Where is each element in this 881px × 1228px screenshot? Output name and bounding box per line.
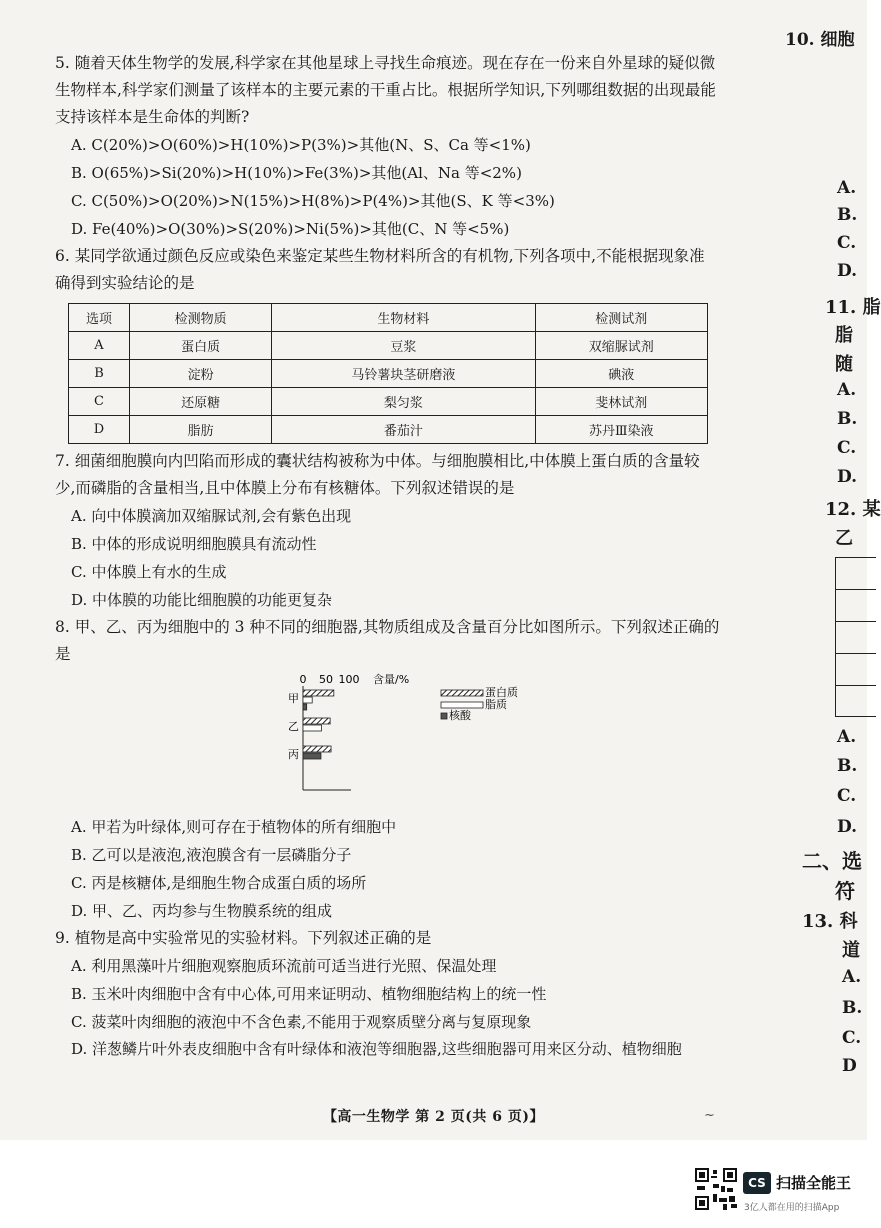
right-column-fragment — [785, 25, 881, 1115]
question-6-table — [68, 303, 708, 444]
q13-option-b: B. — [842, 998, 863, 1018]
question-12-fragment: 12. 某 — [825, 499, 881, 520]
table-cell: 梨匀浆 — [272, 388, 535, 416]
section-2-line-2: 符 — [835, 879, 855, 903]
bar-chart-svg — [283, 672, 518, 802]
table-cell: 淀粉 — [130, 360, 272, 388]
bar-蛋白质 — [303, 746, 331, 752]
q12-option-d: D. — [837, 817, 858, 837]
q10-option-a: A. — [837, 178, 857, 198]
q11-option-a: A. — [837, 380, 857, 400]
table-cell: 马铃薯块茎研磨液 — [272, 360, 535, 388]
table-header: 选项 — [69, 304, 130, 332]
bar-核酸 — [303, 704, 307, 710]
question-13-fragment: 13. 科 — [802, 911, 858, 932]
q13-option-a: A. — [842, 967, 862, 987]
table-cell: 双缩脲试剂 — [535, 332, 707, 360]
table-cell: 斐林试剂 — [535, 388, 707, 416]
section-2-fragment: 二、选 — [802, 849, 862, 873]
table-header: 检测物质 — [130, 304, 272, 332]
question-5-option-d: D. Fe(40%)>O(30%)>S(20%)>Ni(5%)>其他(C、N 等<5%) — [71, 220, 510, 238]
q12-table-fragment — [835, 557, 876, 717]
table-row — [69, 332, 708, 360]
question-5-option-b: B. O(65%)>Si(20%)>H(10%)>Fe(3%)>其他(Al、Na 等<2%) — [71, 164, 522, 182]
question-7-option-b: B. 中体的形成说明细胞膜具有流动性 — [71, 535, 317, 553]
question-9-option-a: A. 利用黑藻叶片细胞观察胞质环流前可适当进行光照、保温处理 — [71, 957, 497, 975]
q12-line-2: 乙 — [835, 528, 853, 549]
q12-option-a: A. — [837, 727, 857, 747]
bar-蛋白质 — [303, 718, 330, 724]
qr-code-icon — [695, 1168, 737, 1210]
table-header: 生物材料 — [272, 304, 535, 332]
organelle-composition-chart — [55, 672, 720, 807]
question-11-fragment: 11. 脂 — [825, 297, 881, 318]
question-10-fragment: 10. 细胞 — [785, 30, 855, 50]
table-cell: A — [69, 332, 130, 360]
question-6-stem: 6. 某同学欲通过颜色反应或染色来鉴定某些生物材料所含的有机物,下列各项中,不能根据现象准确得到实验结论的是 — [55, 247, 705, 292]
table-row — [69, 360, 708, 388]
legend-swatch — [441, 702, 483, 708]
x-tick-label: 50 — [319, 673, 333, 686]
page-footer: 【高一生物学 第 2 页(共 6 页)】 — [322, 1109, 545, 1125]
q11-option-c: C. — [837, 438, 857, 458]
question-7-option-d: D. 中体膜的功能比细胞膜的功能更复杂 — [71, 591, 333, 609]
question-7-option-a: A. 向中体膜滴加双缩脲试剂,会有紫色出现 — [71, 507, 352, 525]
table-cell: 还原糖 — [130, 388, 272, 416]
table-cell: 蛋白质 — [130, 332, 272, 360]
table-cell: 碘液 — [535, 360, 707, 388]
legend-swatch — [441, 713, 447, 719]
table-row — [69, 416, 708, 444]
bar-核酸 — [303, 753, 321, 759]
question-9-option-d: D. 洋葱鳞片叶外表皮细胞中含有叶绿体和液泡等细胞器,这些细胞器可用来区分动、植物细胞 — [71, 1040, 682, 1058]
table-cell: 番茄汁 — [272, 416, 535, 444]
table-cell: 豆浆 — [272, 332, 535, 360]
table-cell: 脂肪 — [130, 416, 272, 444]
category-label: 甲 — [288, 692, 299, 705]
scanner-app-name: 扫描全能王 — [776, 1174, 852, 1192]
question-9-option-c: C. 菠菜叶肉细胞的液泡中不含色素,不能用于观察质壁分离与复原现象 — [71, 1013, 532, 1031]
footer-mark: ~ — [704, 1108, 715, 1123]
table-header-row — [69, 304, 708, 332]
q12-option-b: B. — [837, 756, 858, 776]
question-5-stem: 5. 随着天体生物学的发展,科学家在其他星球上寻找生命痕迹。现在存在一份来自外星球的疑似微生物样本,科学家们测量了该样本的主要元素的干重占比。根据所学知识,下列哪组数据的出现最能支持该样本是生命体的判断? — [55, 54, 716, 126]
table-row — [836, 558, 876, 590]
q13-option-c: C. — [842, 1028, 862, 1048]
bar-脂质 — [303, 697, 312, 703]
table-row — [836, 622, 876, 654]
q13-line-2: 道 — [842, 940, 860, 961]
question-8-stem: 8. 甲、乙、丙为细胞中的 3 种不同的细胞器,其物质组成及含量百分比如图所示。下列叙述正确的是 — [55, 618, 720, 663]
camscanner-logo-icon: CS — [743, 1172, 771, 1194]
x-tick-label: 100 — [338, 673, 360, 686]
category-label: 丙 — [288, 748, 299, 761]
question-9-stem: 9. 植物是高中实验常见的实验材料。下列叙述正确的是 — [55, 929, 432, 947]
q10-option-c: C. — [837, 233, 857, 253]
q12-option-c: C. — [837, 786, 857, 806]
question-8-option-b: B. 乙可以是液泡,液泡膜含有一层磷脂分子 — [71, 846, 352, 864]
table-cell: 苏丹Ⅲ染液 — [535, 416, 707, 444]
q10-option-b: B. — [837, 205, 858, 225]
q11-line-3: 随 — [835, 354, 853, 375]
bar-脂质 — [303, 725, 321, 731]
question-9-option-b: B. 玉米叶肉细胞中含有中心体,可用来证明动、植物细胞结构上的统一性 — [71, 985, 547, 1003]
question-5-option-c: C. C(50%)>O(20%)>N(15%)>H(8%)>P(4%)>其他(S、K 等<3%) — [71, 192, 555, 210]
question-8-option-a: A. 甲若为叶绿体,则可存在于植物体的所有细胞中 — [71, 818, 397, 836]
table-row — [836, 590, 876, 622]
question-8-option-d: D. 甲、乙、丙均参与生物膜系统的组成 — [71, 902, 333, 920]
question-5-option-a: A. C(20%)>O(60%)>H(10%)>P(3%)>其他(N、S、Ca 等<1%) — [71, 136, 531, 154]
q11-option-b: B. — [837, 409, 858, 429]
question-8-option-c: C. 丙是核糖体,是细胞生物合成蛋白质的场所 — [71, 874, 367, 892]
legend-swatch — [441, 690, 483, 696]
question-7-stem: 7. 细菌细胞膜向内凹陷而形成的囊状结构被称为中体。与细胞膜相比,中体膜上蛋白质的含量较少,而磷脂的含量相当,且中体膜上分布有核糖体。下列叙述错误的是 — [55, 452, 700, 497]
category-label: 乙 — [288, 720, 299, 733]
table-row — [836, 686, 876, 717]
q11-option-d: D. — [837, 467, 858, 487]
left-column — [55, 50, 720, 1062]
legend-label: 脂质 — [485, 698, 507, 711]
legend-label: 核酸 — [449, 709, 471, 722]
table-cell: C — [69, 388, 130, 416]
legend-label: 蛋白质 — [485, 686, 518, 699]
table-cell: B — [69, 360, 130, 388]
table-header: 检测试剂 — [535, 304, 707, 332]
table-cell: D — [69, 416, 130, 444]
q10-option-d: D. — [837, 261, 858, 281]
table-row — [69, 388, 708, 416]
scanner-app-tagline: 3亿人都在用的扫描App — [744, 1203, 840, 1213]
question-7-option-c: C. 中体膜上有水的生成 — [71, 563, 227, 581]
q11-line-2: 脂 — [835, 325, 853, 346]
bar-蛋白质 — [303, 690, 334, 696]
q13-option-d: D — [842, 1056, 857, 1076]
x-tick-label: 0 — [299, 673, 307, 686]
table-row — [836, 654, 876, 686]
x-axis-label: 含量/% — [373, 673, 410, 686]
